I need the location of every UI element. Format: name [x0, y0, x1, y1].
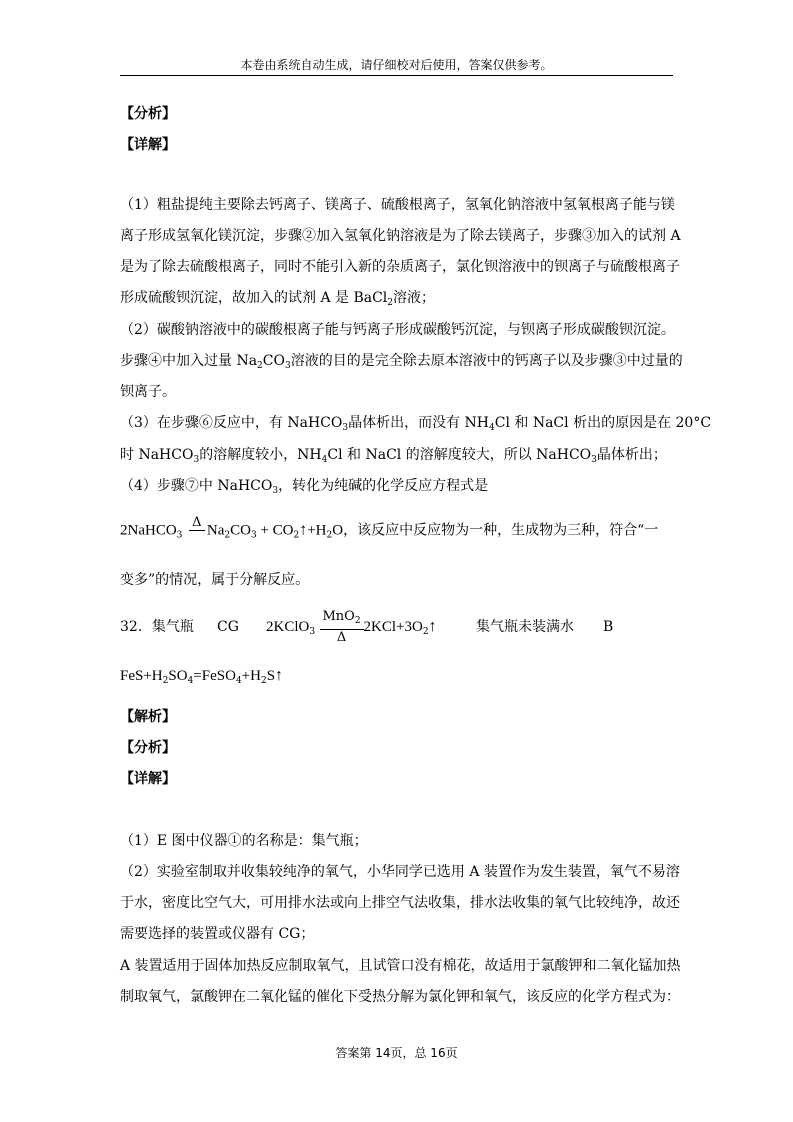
paragraph-line: 是为了除去硫酸根离子，同时不能引入新的杂质离子，氯化钡溶液中的钡离子与硫酸根离子 [120, 259, 680, 275]
analysis-heading: 【分析】 [120, 106, 176, 122]
analysis-heading: 【分析】 [120, 740, 176, 756]
answer-cg: CG [217, 619, 239, 635]
paragraph-line: 变多”的情况，属于分解反应。 [120, 572, 310, 588]
paragraph-line: （1）粗盐提纯主要除去钙离子、镁离子、硫酸根离子，氢氧化钠溶液中氢氧根离子能与镁 [120, 197, 675, 213]
paragraph-line: （2）实验室制取并收集较纯净的氧气，小华同学已选用 A 装置作为发生装置，氧气不易溶 [120, 864, 680, 880]
paragraph-line: A 装置适用于固体加热反应制取氧气，且试管口没有棉花，故适用于氯酸钾和二氧化锰加热 [120, 958, 681, 974]
gas-arrow-icon: ↑ [428, 618, 437, 635]
gas-arrow-icon: ↑ [275, 667, 284, 684]
paragraph-line: （3）在步骤⑥反应中，有 NaHCO$_3$晶体析出，而没有 $NH_4Cl$ 和 NaCl 析出的原因是在 20°C [120, 415, 712, 433]
paragraph-line: 需要选择的装置或仪器有 CG； [120, 926, 315, 942]
gas-arrow-icon: ↑ [299, 521, 308, 539]
oxygen-equation: 2KClO$_3$ $\frac{MnO_2}{\Delta}$ $2KCl+3O_2↑$ [266, 609, 437, 645]
page-header: 本卷由系统自动生成，请仔细校对后使用，答案仅供参考。 [240, 58, 553, 72]
paragraph-line: 时 NaHCO$_3$的溶解度较小，$NH_4Cl$ 和 NaCl 的溶解度较大，所以 NaHCO$_3$晶体析出； [120, 447, 667, 465]
paragraph-line: 于水，密度比空气大，可用排水法或向上排空气法收集，排水法收集的氧气比较纯净，故还 [120, 895, 680, 911]
answer-b: B [603, 619, 614, 635]
paragraph-line: 步骤④中加入过量 $Na_2CO_3$溶液的目的是完全除去原本溶液中的钙离子以及步骤③中过量的 [120, 353, 683, 371]
paragraph-line: 制取氧气，氯酸钾在二氧化锰的催化下受热分解为氯化钾和氧气，该反应的化学方程式为： [120, 989, 680, 1005]
question-32-number: 32．集气瓶 [120, 619, 194, 635]
paragraph-line: （1）E 图中仪器①的名称是：集气瓶； [120, 833, 368, 849]
detail-heading: 【详解】 [120, 771, 176, 787]
detail-heading: 【详解】 [120, 137, 176, 153]
heat-condition: Δ [189, 515, 205, 546]
decomposition-equation: 2NaHCO$_3$ Δ $Na_2CO_3$ + $CO_2↑+H_2O$，该反应中反应物为一种，生成物为三种，符合“一 [120, 515, 658, 551]
answer-reason: 集气瓶未装满水 [476, 619, 574, 635]
hydrogen-sulfide-equation: $FeS+H_2SO_4=FeSO_4+H_2S↑$ [120, 667, 284, 686]
header-divider [120, 75, 673, 76]
paragraph-line: 形成硫酸钡沉淀，故加入的试剂 A 是 BaCl$_2$溶液； [120, 290, 436, 308]
catalyst-condition: $\frac{MnO_2}{\Delta}$ [320, 609, 364, 645]
paragraph-line: （4）步骤⑦中 NaHCO$_3$，转化为纯碱的化学反应方程式是 [120, 478, 489, 496]
page-footer: 答案第 14页，总 16页 [335, 1046, 458, 1060]
paragraph-line: 离子形成氢氧化镁沉淀，步骤②加入氢氧化钠溶液是为了除去镁离子，步骤③加入的试剂 A [120, 228, 681, 244]
paragraph-line: （2）碳酸钠溶液中的碳酸根离子能与钙离子形成碳酸钙沉淀，与钡离子形成碳酸钡沉淀。 [120, 322, 675, 338]
paragraph-line: 钡离子。 [120, 384, 176, 400]
solution-heading: 【解析】 [120, 709, 176, 725]
